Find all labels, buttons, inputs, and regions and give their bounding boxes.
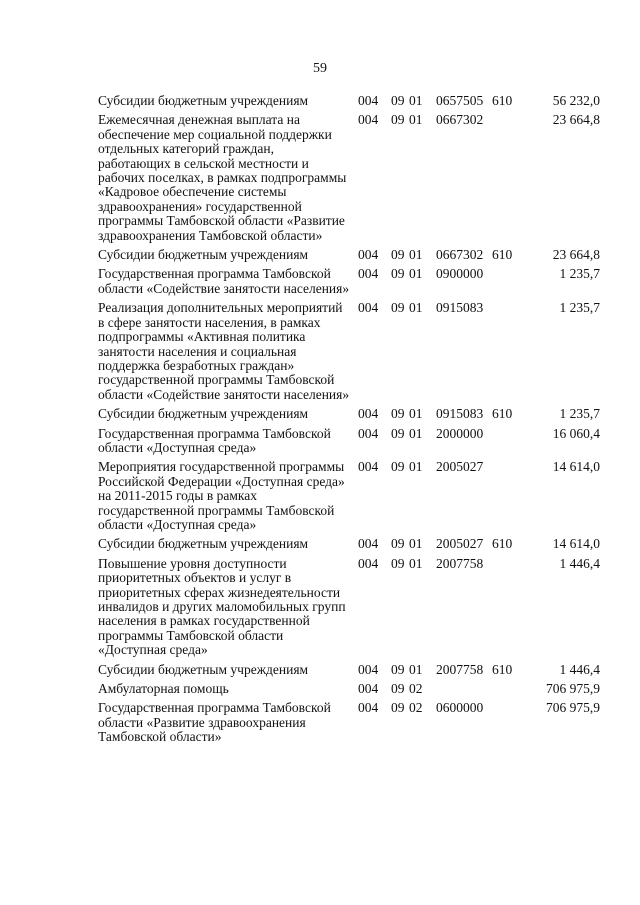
amount: 1 446,4 — [559, 555, 600, 571]
section-code: 09 — [391, 300, 405, 316]
row-description: Реализация дополнительных мероприятий в сфере занятости населения, в рамках подпрограммы «Активная политика занятости населения и социальная поддержка безработных граждан» государственной программы Тамбовской области «Содействие занятости населения» — [98, 300, 350, 402]
target-article-code: 2005027 — [436, 459, 484, 475]
amount: 1 235,7 — [559, 406, 600, 422]
row-description: Мероприятия государственной программы Российской Федерации «Доступная среда» на 2011-2015 годы в рамках государственной программы Тамбовской области «Доступная среда» — [98, 459, 345, 532]
target-article-code: 0600000 — [436, 700, 484, 716]
section-code: 09 — [391, 555, 405, 571]
amount: 1 235,7 — [559, 300, 600, 316]
subsection-code: 01 — [409, 661, 423, 677]
section-code: 09 — [391, 700, 405, 716]
section-code: 09 — [391, 247, 405, 263]
subsection-code: 01 — [409, 536, 423, 552]
table-row — [0, 537, 640, 551]
expense-type-code: 610 — [492, 661, 513, 677]
target-article-code: 0915083 — [436, 300, 484, 316]
section-code: 09 — [391, 93, 405, 108]
row-description: Государственная программа Тамбовской области «Развитие здравоохранения Тамбовской области» — [98, 700, 331, 745]
amount: 23 664,8 — [552, 112, 600, 128]
table-row — [0, 557, 640, 658]
subsection-code: 02 — [409, 681, 423, 697]
row-description: Амбулаторная помощь — [98, 681, 229, 697]
target-article-code: 0657505 — [436, 93, 484, 108]
target-article-code: 0900000 — [436, 266, 484, 282]
row-description: Государственная программа Тамбовской области «Содействие занятости населения» — [98, 266, 350, 296]
row-description: Субсидии бюджетным учреждениям — [98, 536, 309, 552]
ministry-code: 004 — [358, 681, 379, 697]
section-code: 09 — [391, 661, 405, 677]
row-description: Ежемесячная денежная выплата на обеспечение мер социальной поддержки отдельных категорий граждан, работающих в сельской местности и рабочих поселках, в рамках подпрограммы «Кадровое обеспечение системы здравоохранения» государственной программы Тамбовской области «Развитие здравоохранения Тамбовской области» — [98, 112, 347, 243]
table-row — [0, 407, 640, 421]
subsection-code: 01 — [409, 425, 423, 441]
row-description: Повышение уровня доступности приоритетных объектов и услуг в приоритетных сферах жизнедеятельности инвалидов и других маломобильных групп населения в рамках государственной программы Тамбовской области «Доступная среда» — [98, 555, 346, 658]
ministry-code: 004 — [358, 300, 379, 316]
amount: 14 614,0 — [552, 536, 600, 552]
subsection-code: 02 — [409, 700, 423, 716]
ministry-code: 004 — [358, 266, 379, 282]
ministry-code: 004 — [358, 112, 379, 128]
expense-type-code: 610 — [492, 93, 513, 108]
ministry-code: 004 — [358, 700, 379, 716]
amount: 706 975,9 — [546, 700, 600, 716]
target-article-code: 2005027 — [436, 536, 484, 552]
section-code: 09 — [391, 681, 405, 697]
table-row — [0, 427, 640, 456]
target-article-code: 0667302 — [436, 247, 484, 263]
section-code: 09 — [391, 459, 405, 475]
subsection-code: 01 — [409, 247, 423, 263]
row-description: Субсидии бюджетным учреждениям — [98, 406, 309, 422]
table-row — [0, 701, 640, 744]
subsection-code: 01 — [409, 555, 423, 571]
amount: 706 975,9 — [546, 681, 600, 697]
table-row — [0, 267, 640, 296]
section-code: 09 — [391, 266, 405, 282]
section-code: 09 — [391, 425, 405, 441]
table-row — [0, 663, 640, 677]
expense-type-code: 610 — [492, 247, 513, 263]
subsection-code: 01 — [409, 406, 423, 422]
table-row — [0, 301, 640, 402]
target-article-code: 2000000 — [436, 425, 484, 441]
target-article-code: 0667302 — [436, 112, 484, 128]
table-row — [0, 113, 640, 243]
section-code: 09 — [391, 112, 405, 128]
ministry-code: 004 — [358, 536, 379, 552]
ministry-code: 004 — [358, 406, 379, 422]
amount: 56 232,0 — [552, 93, 600, 108]
ministry-code: 004 — [358, 425, 379, 441]
table-row — [0, 460, 640, 532]
table-row — [0, 248, 640, 262]
ministry-code: 004 — [358, 459, 379, 475]
subsection-code: 01 — [409, 300, 423, 316]
expense-type-code: 610 — [492, 536, 513, 552]
ministry-code: 004 — [358, 247, 379, 263]
subsection-code: 01 — [409, 459, 423, 475]
ministry-code: 004 — [358, 661, 379, 677]
target-article-code: 0915083 — [436, 406, 484, 422]
row-description: Субсидии бюджетным учреждениям — [98, 93, 309, 108]
amount: 1 446,4 — [559, 661, 600, 677]
table-row — [0, 94, 640, 108]
table-row — [0, 682, 640, 696]
amount: 16 060,4 — [552, 425, 600, 441]
section-code: 09 — [391, 406, 405, 422]
row-description: Государственная программа Тамбовской области «Доступная среда» — [98, 425, 331, 455]
section-code: 09 — [391, 536, 405, 552]
row-description: Субсидии бюджетным учреждениям — [98, 661, 309, 677]
budget-table — [0, 94, 640, 750]
expense-type-code: 610 — [492, 406, 513, 422]
ministry-code: 004 — [358, 555, 379, 571]
target-article-code: 2007758 — [436, 555, 484, 571]
ministry-code: 004 — [358, 93, 379, 108]
subsection-code: 01 — [409, 93, 423, 108]
amount: 14 614,0 — [552, 459, 600, 475]
amount: 23 664,8 — [552, 247, 600, 263]
subsection-code: 01 — [409, 266, 423, 282]
row-description: Субсидии бюджетным учреждениям — [98, 247, 309, 263]
subsection-code: 01 — [409, 112, 423, 128]
amount: 1 235,7 — [559, 266, 600, 282]
page-number: 59 — [313, 61, 327, 76]
target-article-code: 2007758 — [436, 661, 484, 677]
